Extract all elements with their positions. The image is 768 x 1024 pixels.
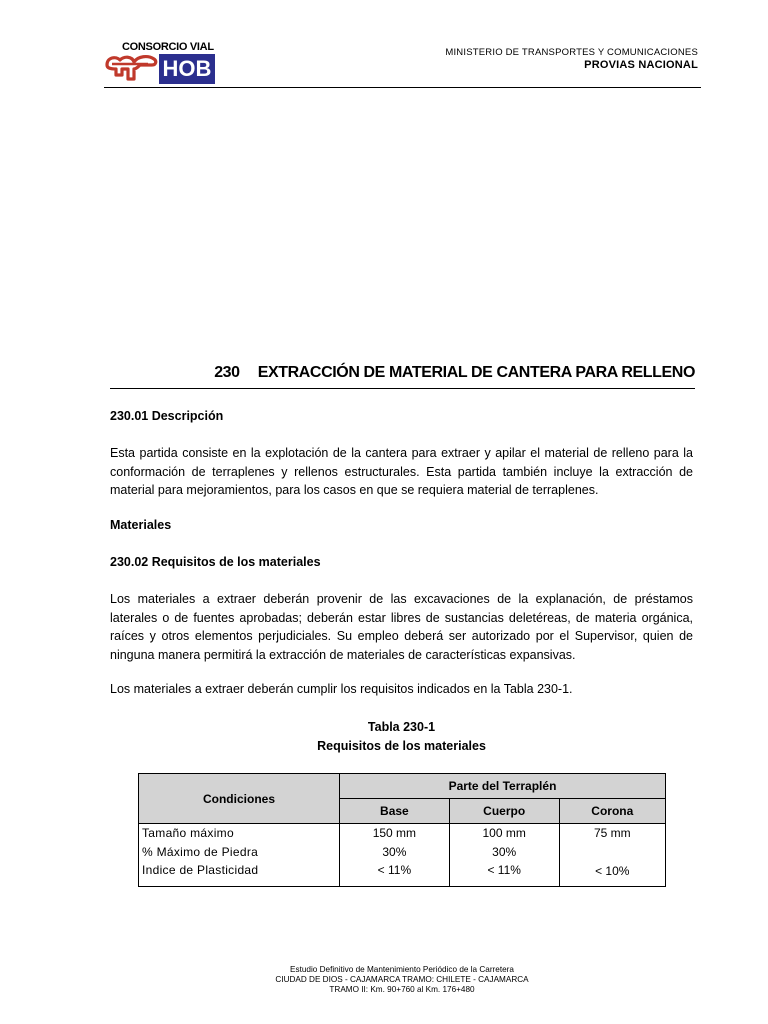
page-footer — [0, 965, 768, 995]
logo-box: HOB — [159, 54, 215, 84]
cuerpo-values — [449, 824, 559, 887]
ministry-name: MINISTERIO DE TRANSPORTES Y COMUNICACIONES — [445, 47, 698, 58]
table-caption-number: Tabla 230-1 — [367, 720, 436, 734]
paragraph-tabla-ref — [110, 680, 693, 699]
condition-labels — [139, 824, 340, 887]
table-cell: 75 mm — [593, 826, 631, 840]
company-logo — [104, 41, 216, 87]
table-header-row — [139, 774, 666, 799]
table-body-row — [139, 824, 666, 887]
paragraph-line: material para mejoramientos, para los casos en que se requiera material de terraplenes. — [110, 483, 599, 498]
footer-line: CIUDAD DE DIOS - CAJAMARCA TRAMO: CHILETE - CAJAMARCA — [275, 975, 529, 984]
footer-line: Estudio Definitivo de Mantenimiento Periódico de la Carretera — [290, 965, 514, 974]
section-title — [110, 364, 695, 382]
paragraph-line: ninguna manera permitirá la extracción de materiales de características expansivas. — [110, 647, 576, 662]
paragraph-line: raíces y otros elementos perjudiciales. Su empleo deberá ser autorizado por el Supervisor, quien de — [110, 629, 693, 644]
header-divider — [104, 87, 701, 88]
header-base: Base — [340, 799, 450, 824]
header-condiciones: Condiciones — [139, 774, 340, 824]
logo-mark-icon — [104, 53, 158, 83]
paragraph-line: Los materiales a extraer deberán provenir de las excavaciones de la explanación, de préstamos — [110, 592, 693, 606]
base-values — [340, 824, 450, 887]
section-title-text: EXTRACCIÓN DE MATERIAL DE CANTERA PARA RELLENO — [257, 364, 695, 381]
requirements-table — [138, 773, 666, 887]
table-cell: 150 mm — [372, 826, 417, 840]
header-cuerpo: Cuerpo — [449, 799, 559, 824]
logo-text: CONSORCIO VIAL — [122, 41, 214, 53]
table-cell: 30% — [492, 844, 517, 859]
paragraph-requisitos — [110, 590, 693, 664]
table-cell: < 11% — [487, 863, 521, 877]
table-caption-title: Requisitos de los materiales — [317, 739, 486, 753]
table-cell: < 10% — [595, 864, 630, 878]
materiales-heading: Materiales — [110, 518, 172, 532]
subsection-heading-requisitos: 230.02 Requisitos de los materiales — [110, 555, 321, 569]
table-cell: Tamaño máximo — [142, 826, 234, 840]
agency-name: PROVIAS NACIONAL — [584, 59, 698, 71]
paragraph-line: laterales o de fuentes aprobadas; deberán estar libres de sustancias deletéreas, de materia orgánica, — [110, 610, 693, 625]
paragraph-line: Los materiales a extraer deberán cumplir los requisitos indicados en la Tabla 230-1. — [110, 682, 573, 696]
corona-values — [559, 824, 665, 887]
table-caption — [110, 718, 693, 756]
table-cell: % Máximo de Piedra — [142, 844, 259, 859]
table-cell: 30% — [382, 844, 407, 859]
section-number: 230 — [214, 364, 240, 381]
paragraph-line: conformación de terraplenes y rellenos estructurales. Esta partida también incluye la extracción de — [110, 464, 693, 479]
footer-line: TRAMO II: Km. 90+760 al Km. 176+480 — [329, 985, 475, 994]
header-agency — [445, 46, 698, 72]
header-corona: Corona — [559, 799, 665, 824]
table-cell: Indice de Plasticidad — [142, 863, 259, 877]
subsection-heading-descripcion: 230.01 Descripción — [110, 409, 224, 423]
table-cell: 100 mm — [482, 826, 526, 840]
paragraph-line: Esta partida consiste en la explotación de la cantera para extraer y apilar el material de relleno para la — [110, 446, 693, 460]
table-cell: < 11% — [377, 863, 412, 877]
section-divider — [110, 388, 695, 389]
header-parte-terraplen: Parte del Terraplén — [340, 774, 666, 799]
paragraph-descripcion — [110, 444, 693, 500]
table-cell — [560, 843, 665, 862]
